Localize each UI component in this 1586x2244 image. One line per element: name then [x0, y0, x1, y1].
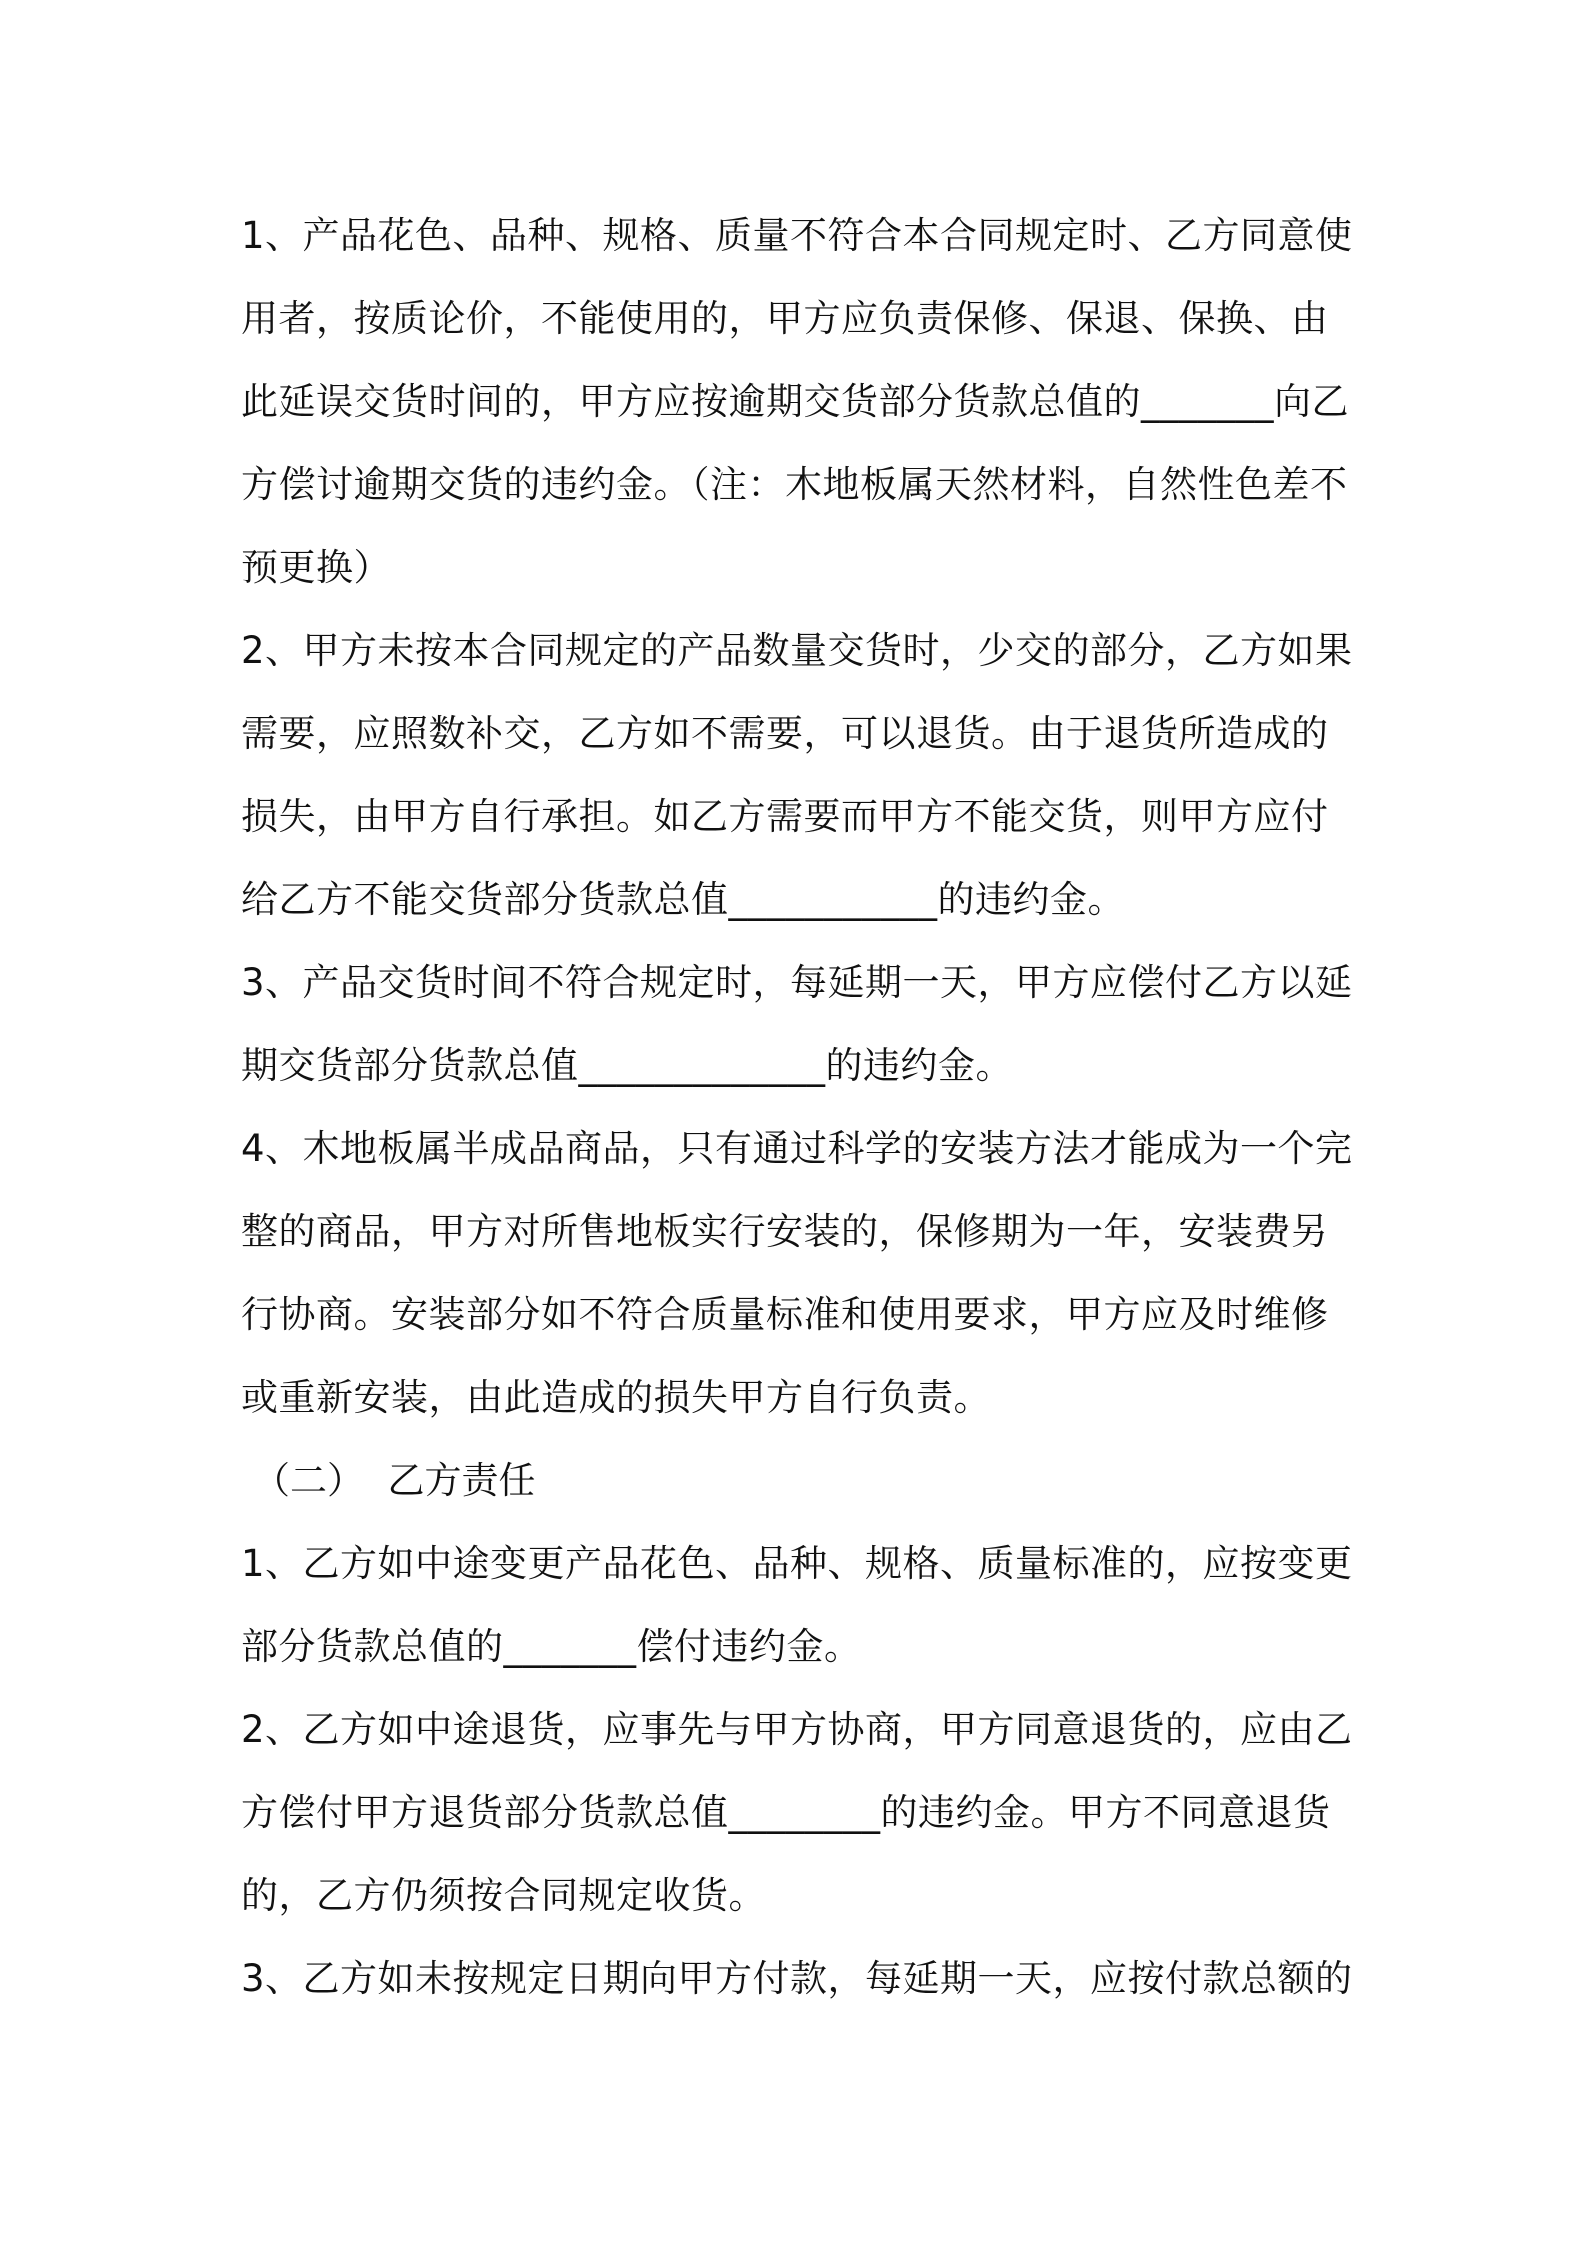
contract-body — [241, 194, 1356, 2020]
section-heading-party-b: （二） 乙方责任 — [253, 1459, 536, 1502]
party-b-clause-3: 3、乙方如未按规定日期向甲方付款，每延期一天，应按付款总额的 — [241, 1957, 1353, 2000]
party-a-clause-4: 4、木地板属半成品商品，只有通过科学的安装方法才能成为一个完整的商品，甲方对所售地板实行安装的，保修期为一年，安装费另行协商。安装部分如不符合质量标准和使用要求，甲方应及时维修或重新安装，由此造成的损失甲方自行负责。 — [241, 1127, 1353, 1419]
party-a-clause-2: 2、甲方未按本合同规定的产品数量交货时，少交的部分，乙方如果需要，应照数补交，乙方如不需要，可以退货。由于退货所造成的损失，由甲方自行承担。如乙方需要而甲方不能交货，则甲方应付给乙方不能交货部分货款总值___________的违约金。 — [241, 629, 1353, 921]
party-b-clause-2: 2、乙方如中途退货，应事先与甲方协商，甲方同意退货的，应由乙方偿付甲方退货部分货款总值________的违约金。甲方不同意退货的，乙方仍须按合同规定收货。 — [241, 1708, 1353, 1917]
party-b-clause-1: 1、乙方如中途变更产品花色、品种、规格、质量标准的，应按变更部分货款总值的_______偿付违约金。 — [241, 1542, 1353, 1668]
party-a-clause-1: 1、产品花色、品种、规格、质量不符合本合同规定时、乙方同意使用者，按质论价，不能使用的，甲方应负责保修、保退、保换、由此延误交货时间的，甲方应按逾期交货部分货款总值的_______向乙方偿讨逾期交货的违约金。（注：木地板属天然材料，自然性色差不预更换） — [241, 214, 1353, 589]
party-a-clause-3: 3、产品交货时间不符合规定时，每延期一天，甲方应偿付乙方以延期交货部分货款总值_____________的违约金。 — [241, 961, 1353, 1087]
